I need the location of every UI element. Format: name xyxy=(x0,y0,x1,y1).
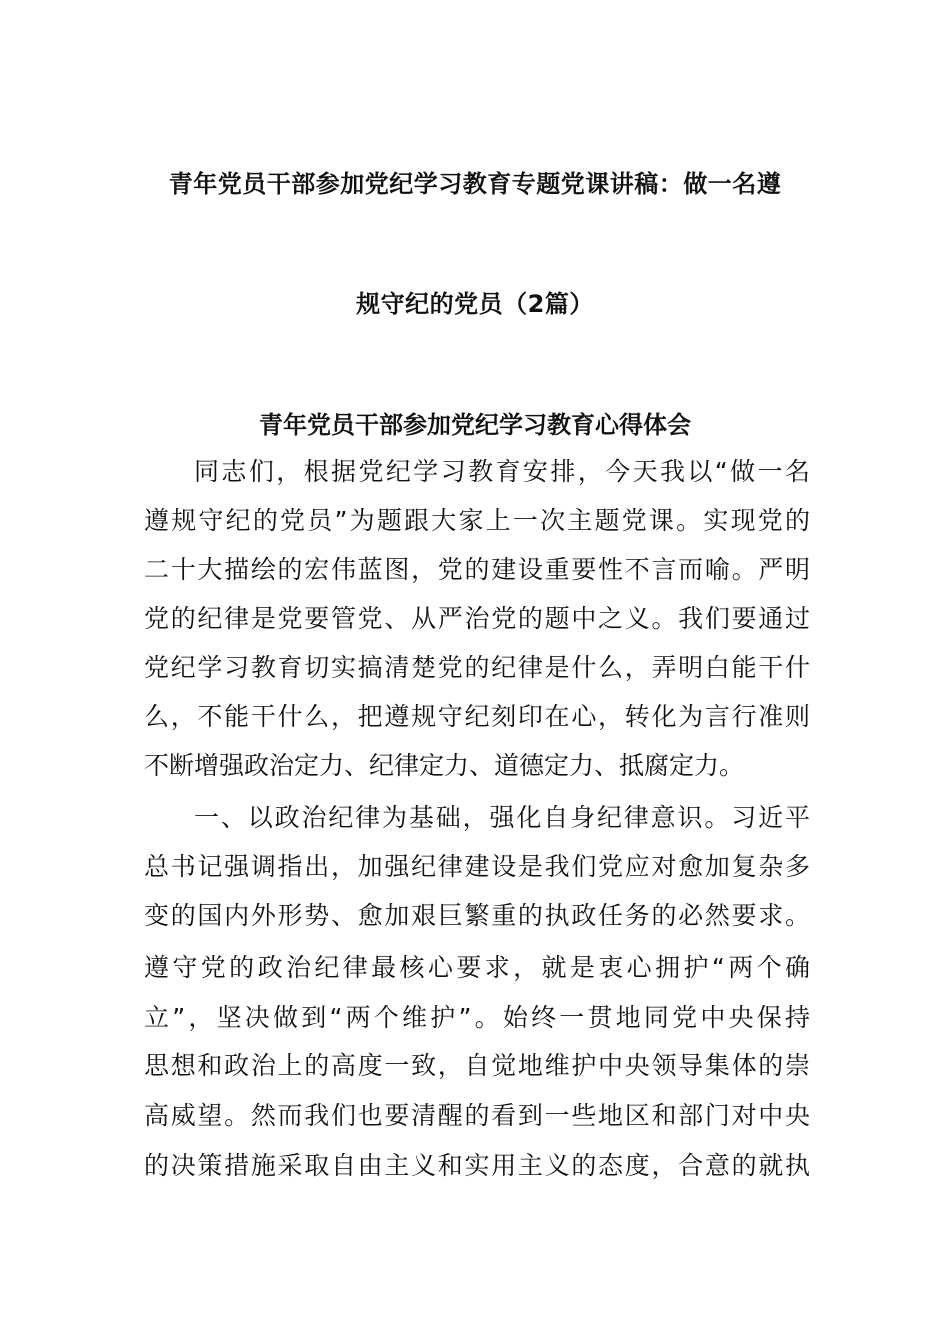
paragraph-1-line: 遵规守纪的党员”为题跟大家上一次主题党课。实现党的 xyxy=(144,506,810,535)
paragraph-1-line: 二十大描绘的宏伟蓝图，党的建设重要性不言而喻。严明 xyxy=(144,555,810,584)
paragraph-2-line: 的决策措施采取自由主义和实用主义的态度，合意的就执 xyxy=(144,1151,810,1180)
paragraph-1-line: 么，不能干什么，把遵规守纪刻印在心，转化为言行准则 xyxy=(144,702,810,731)
paragraph-2-line: 立”，坚决做到“两个维护”。始终一贯地同党中央保持 xyxy=(144,1003,810,1032)
document-title-line-1: 青年党员干部参加党纪学习教育专题党课讲稿：做一名遵 xyxy=(168,170,782,198)
paragraph-1-line: 同志们，根据党纪学习教育安排，今天我以“做一名 xyxy=(194,457,810,486)
paragraph-2-line: 总书记强调指出，加强纪律建设是我们党应对愈加复杂多 xyxy=(144,852,810,881)
paragraph-1-line: 党纪学习教育切实搞清楚党的纪律是什么，弄明白能干什 xyxy=(144,653,810,682)
paragraph-2-line: 变的国内外形势、愈加艰巨繁重的执政任务的必然要求。 xyxy=(144,901,810,930)
document-title-line-2: 规守纪的党员（2篇） xyxy=(356,290,594,318)
paragraph-2-line: 高威望。然而我们也要清醒的看到一些地区和部门对中央 xyxy=(144,1101,810,1130)
section-heading: 青年党员干部参加党纪学习教育心得体会 xyxy=(259,411,691,439)
paragraph-1-line: 不断增强政治定力、纪律定力、道德定力、抵腐定力。 xyxy=(144,751,745,780)
paragraph-1-line: 党的纪律是党要管党、从严治党的题中之义。我们要通过 xyxy=(144,604,810,633)
paragraph-2-line: 遵守党的政治纪律最核心要求，就是衷心拥护“两个确 xyxy=(144,953,810,982)
paragraph-2-line: 一、以政治纪律为基础，强化自身纪律意识。习近平 xyxy=(194,803,810,832)
paragraph-2-line: 思想和政治上的高度一致，自觉地维护中央领导集体的崇 xyxy=(144,1051,810,1080)
